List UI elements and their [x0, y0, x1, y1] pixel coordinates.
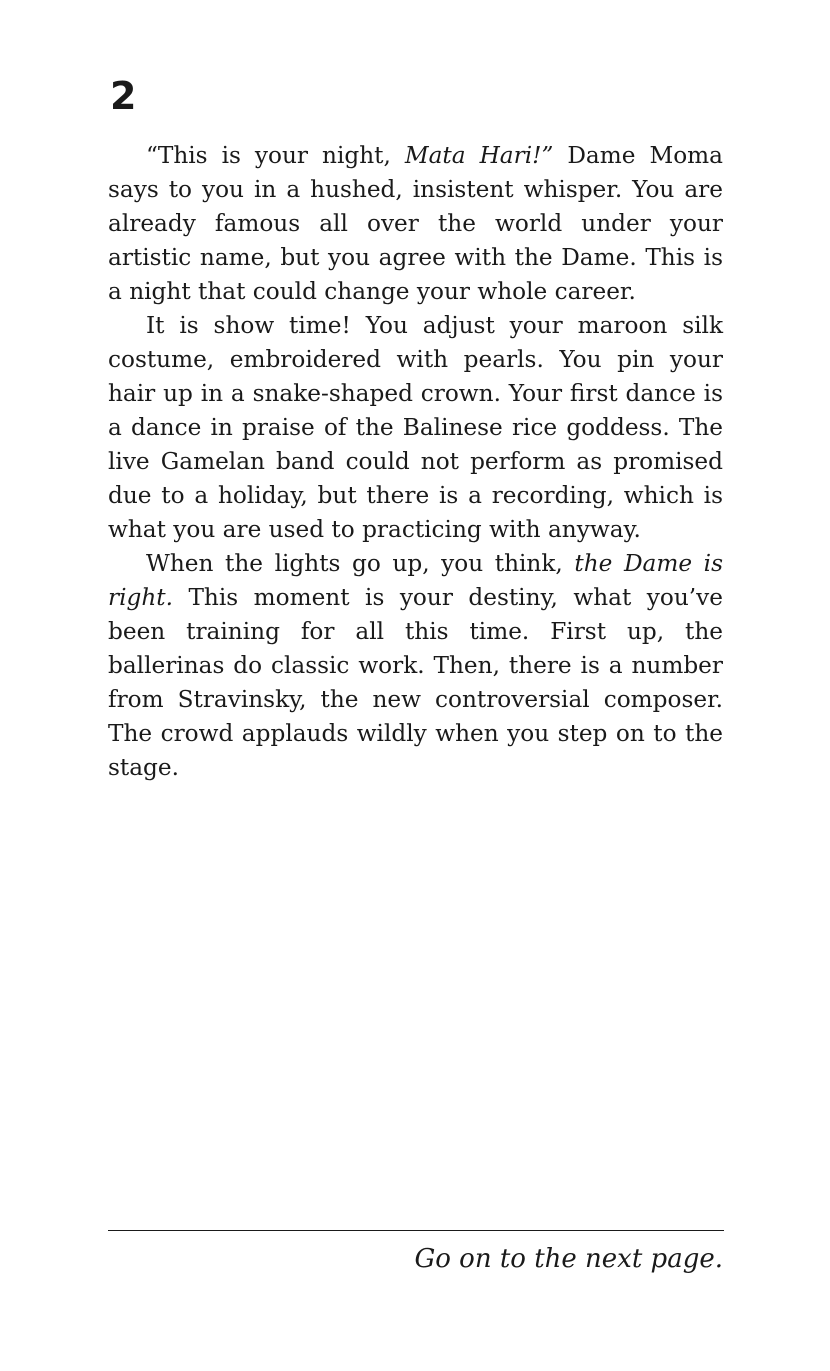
quote-opening: “This is your night,	[146, 142, 405, 169]
next-page-prompt: Go on to the next page.	[414, 1244, 723, 1274]
book-page	[108, 0, 723, 1371]
page-number: 2	[110, 74, 137, 118]
story-paragraph-1	[108, 139, 723, 309]
inner-thought: the Dame is right.	[108, 550, 724, 611]
story-paragraph-2	[108, 309, 723, 547]
story-paragraph-3	[108, 547, 723, 785]
paragraph-3-text: This moment is your destiny, what you’ve been training for all this time. First up, the ballerinas do classic work. Then, there is a number from Stravinsky, the new controversial composer. The crowd applauds wildly when you step on to the stage.	[108, 584, 723, 781]
paragraph-3-lead: When the lights go up, you think,	[146, 550, 575, 577]
speaker-name: Mata Hari!”	[404, 142, 554, 169]
paragraph-1-text: Dame Moma says to you in a hushed, insistent whisper. You are already famous all over the world under your artistic name, but you agree with the Dame. This is a night that could change your whole career.	[108, 142, 723, 305]
story-text	[108, 139, 723, 785]
footer-divider	[108, 1230, 724, 1231]
paragraph-2-text: It is show time! You adjust your maroon silk costume, embroidered with pearls. You pin your hair up in a snake-shaped crown. Your first dance is a dance in praise of the Balinese rice goddess. The live Gamelan band could not perform as promised due to a holiday, but there is a recording, which is what you are used to practicing with anyway.	[108, 312, 723, 543]
